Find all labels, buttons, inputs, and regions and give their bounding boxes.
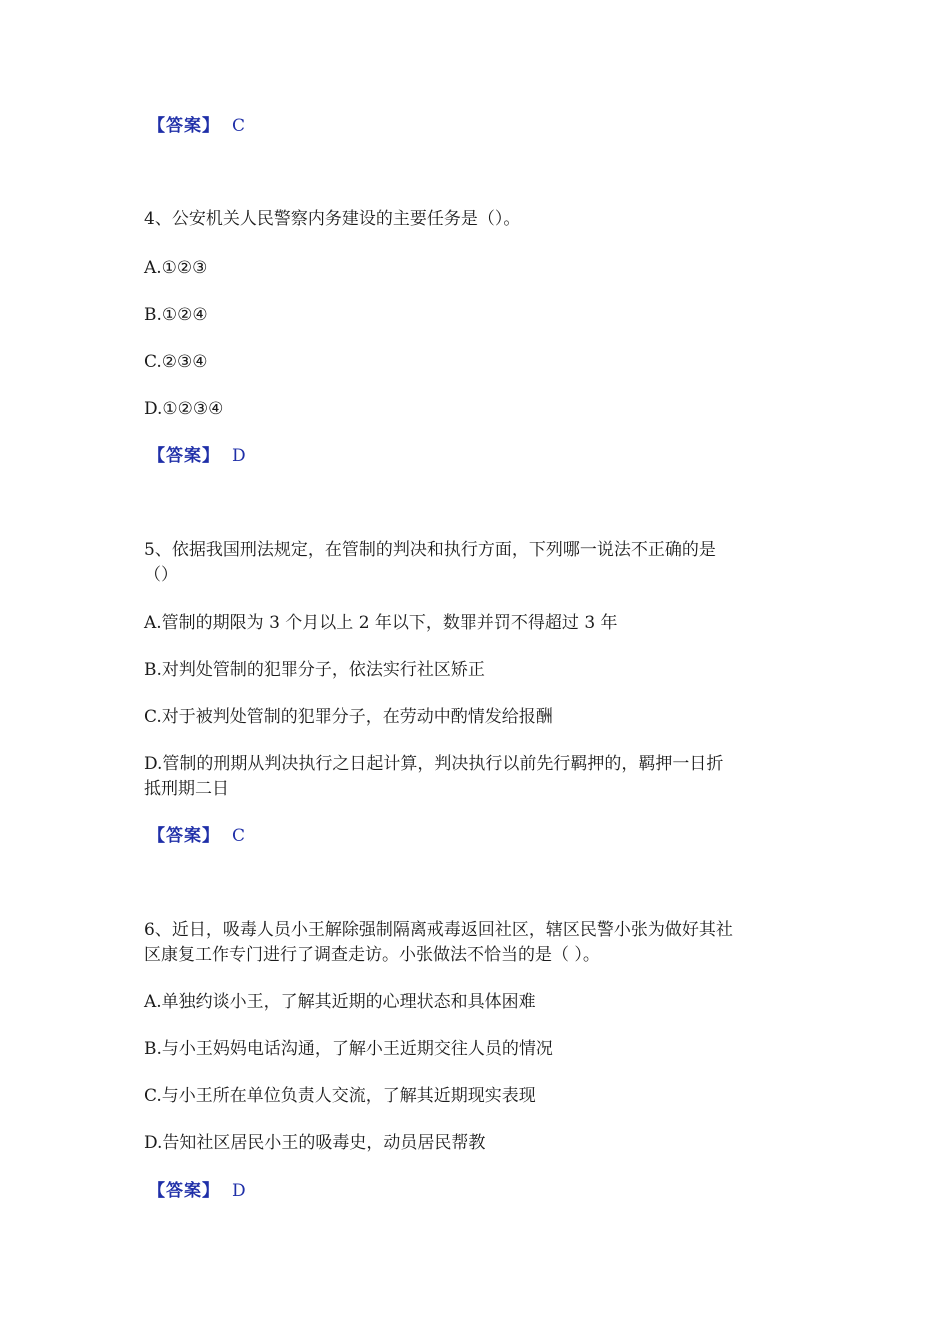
answer-value: C (232, 826, 246, 846)
option-b: B.与小王妈妈电话沟通，了解小王近期交往人员的情况 (144, 1039, 553, 1059)
option-c: C.②③④ (144, 352, 208, 372)
answer-label: 【答案】 (148, 116, 220, 136)
option-a: A.管制的期限为 3 个月以上 2 年以下，数罪并罚不得超过 3 年 (144, 613, 618, 633)
question-text-continued: 区康复工作专门进行了调查走访。小张做法不恰当的是（ ）。 (144, 945, 600, 965)
answer-label: 【答案】 (148, 826, 220, 846)
option-d: D.告知社区居民小王的吸毒史，动员居民帮教 (144, 1133, 486, 1153)
answer-value: D (232, 446, 246, 466)
question-text-continued: （） (144, 565, 178, 585)
question-text: 5、依据我国刑法规定，在管制的判决和执行方面，下列哪一说法不正确的是 (144, 540, 716, 560)
option-d: D.管制的刑期从判决执行之日起计算，判决执行以前先行羁押的，羁押一日折 (144, 754, 724, 774)
option-b: B.对判处管制的犯罪分子，依法实行社区矫正 (144, 660, 485, 680)
answer-label: 【答案】 (148, 446, 220, 466)
answer-value: C (232, 116, 246, 136)
option-d: D.①②③④ (144, 399, 224, 419)
answer-value: D (232, 1181, 246, 1201)
answer-line (148, 444, 246, 468)
question-text: 4、公安机关人民警察内务建设的主要任务是（）。 (144, 209, 521, 229)
option-a: A.单独约谈小王，了解其近期的心理状态和具体困难 (144, 992, 536, 1012)
question-text: 6、近日，吸毒人员小王解除强制隔离戒毒返回社区，辖区民警小张为做好其社 (144, 920, 733, 940)
answer-line (148, 114, 245, 138)
option-c: C.与小王所在单位负责人交流，了解其近期现实表现 (144, 1086, 536, 1106)
option-d-continued: 抵刑期二日 (144, 779, 229, 799)
option-c: C.对于被判处管制的犯罪分子，在劳动中酌情发给报酬 (144, 707, 553, 727)
option-a: A.①②③ (144, 258, 208, 278)
option-b: B.①②④ (144, 305, 208, 325)
answer-line (148, 1179, 246, 1203)
answer-label: 【答案】 (148, 1181, 220, 1201)
answer-line (148, 824, 245, 848)
